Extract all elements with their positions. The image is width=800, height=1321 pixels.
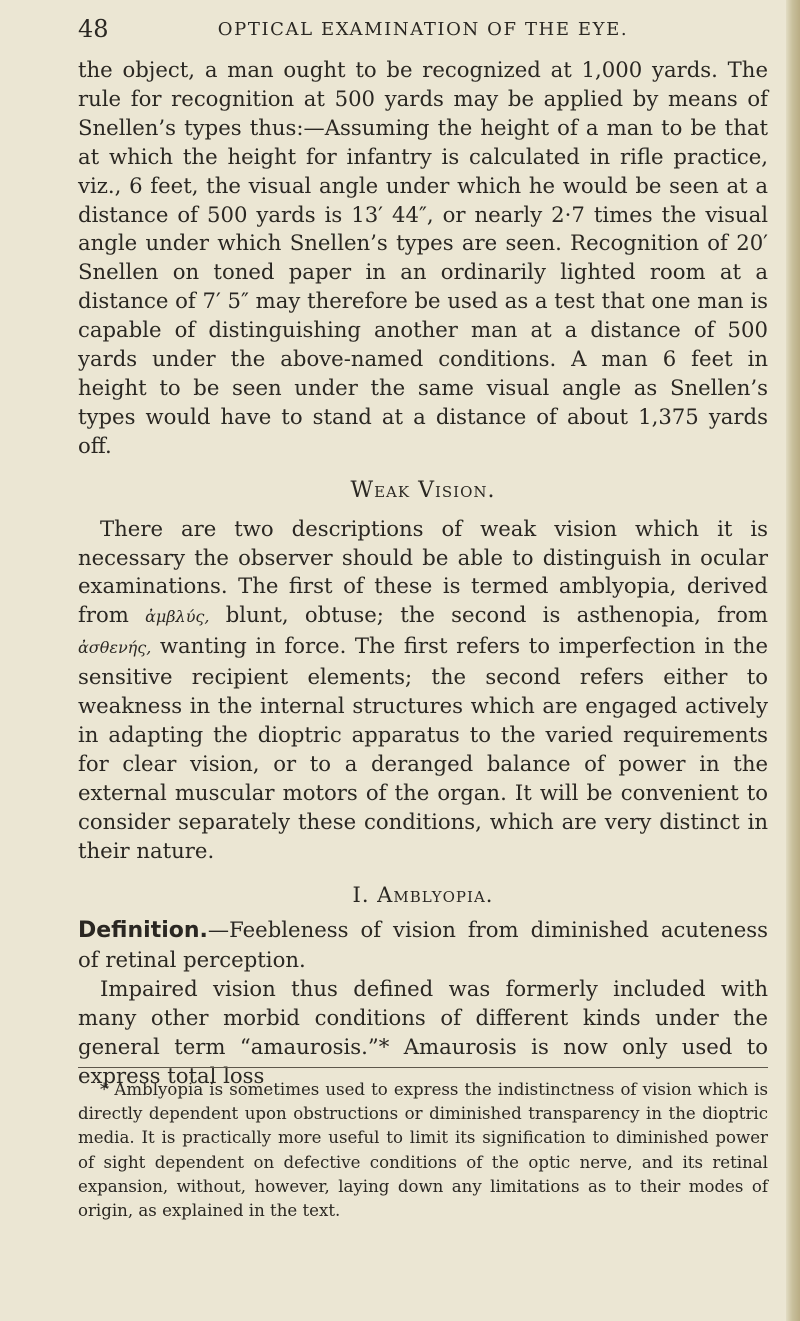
page-edge-shadow: [786, 0, 800, 1321]
paragraph-amaurosis: Impaired vision thus defined was formerly included with many other morbid conditions of different kinds under the general term “amaurosis.”* Amaurosis is now only used to express total loss: [78, 976, 768, 1088]
page-number: 48: [78, 15, 109, 43]
paragraph-weak-vision-part-1: There are two descriptions of weak vision which it is necessary the observer should be able to distinguish in ocular examinations. The first of these is termed amblyopia, derived from: [78, 515, 768, 628]
paragraph-weak-vision-part-3: wanting in force. The first refers to imperfection in the sensitive recipient elements; the second refers either to weakness in the internal structures which are engaged actively in adapting the dioptric apparatus to the varied requirements for clear vision, or to a deranged balance of power in the external muscular motors of the organ. It will be convenient to consider separately these conditions, which are very distinct in their nature.: [78, 633, 768, 863]
definition-label: Definition.: [78, 918, 208, 944]
running-title: OPTICAL EXAMINATION OF THE EYE.: [217, 19, 629, 40]
footnote: * Amblyopia is sometimes used to express the indistinctness of vision which is directly dependent upon obstructions or diminished transparency in the dioptric media. It is practically more useful to limit its signification to diminished power of sight dependent on defective conditions of the optic nerve, and its retinal expansion, without, however, laying down any limitations as to their modes of origin, as explained in the text.: [78, 1080, 768, 1221]
running-head: [78, 14, 768, 44]
paragraph-definition: [78, 916, 768, 975]
paragraph-weak-vision-part-2: blunt, obtuse; the second is asthenopia, from: [209, 602, 768, 628]
greek-term-amblys: ἀμβλύς,: [145, 607, 210, 627]
body-text: [78, 56, 768, 1091]
definition-text: —Feebleness of vision from diminished acuteness of retinal perception.: [78, 917, 768, 973]
paragraph-snellen-test: the object, a man ought to be recognized at 1,000 yards. The rule for recognition at 500 yards may be applied by means of Snellen’s types thus:—Assuming the height of a man to be that at which the height for infantry is calculated in rifle practice, viz., 6 feet, the visual angle under which he would be seen at a distance of 500 yards is 13′ 44″, or nearly 2·7 times the visual angle under which Snellen’s types are seen. Recognition of 20′ Snellen on toned paper in an ordinarily lighted room at a distance of 7′ 5″ may therefore be used as a test that one man is capable of distinguishing another man at a distance of 500 yards under the above-named conditions. A man 6 feet in height to be seen under the same visual angle as Snellen’s types would have to stand at a distance of about 1,375 yards off.: [78, 57, 768, 458]
footnote-divider: [78, 1067, 768, 1068]
greek-term-asthenes: ἀσθενής,: [78, 638, 152, 658]
section-heading-amblyopia: I. Amblyopia.: [352, 883, 494, 908]
section-heading-weak-vision: Weak Vision.: [350, 477, 496, 503]
paragraph-weak-vision: [78, 515, 768, 866]
